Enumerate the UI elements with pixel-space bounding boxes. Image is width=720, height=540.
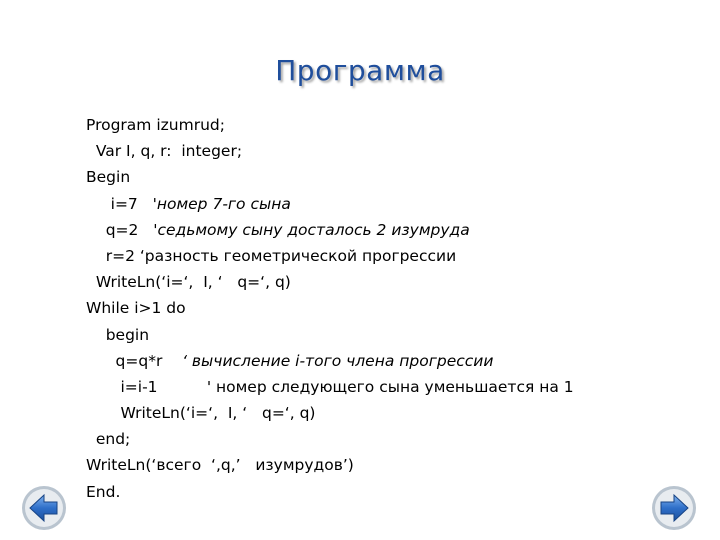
code-line [86, 348, 686, 374]
code-line [86, 191, 686, 217]
code-comment: 'номер 7-го сына [152, 194, 291, 213]
code-comment: ‘ вычисление i-того члена прогрессии [182, 351, 494, 370]
code-text: end; [86, 430, 131, 449]
code-comment: 'седьмому сыну досталось 2 изумруда [153, 220, 470, 239]
code-line [86, 479, 686, 505]
code-line [86, 138, 686, 164]
code-line [86, 217, 686, 243]
code-text: While i>1 do [86, 299, 186, 318]
code-text: Begin [86, 168, 131, 187]
code-text: End. [86, 482, 121, 501]
code-text: Program izumrud; [86, 116, 225, 134]
code-line [86, 112, 686, 138]
code-text: WriteLn(‘i=‘, I, ‘ q=‘, q) [86, 273, 291, 292]
code-text: Var I, q, r: integer; [86, 142, 243, 161]
code-line [86, 374, 686, 400]
code-text: q=q*r [86, 351, 183, 370]
code-line [86, 322, 686, 348]
code-text: q=2 [86, 220, 154, 239]
page-title: Программа [275, 54, 445, 87]
previous-slide-button[interactable] [20, 484, 68, 532]
arrow-left-icon [20, 484, 68, 532]
code-line [86, 452, 686, 478]
next-slide-button[interactable] [650, 484, 698, 532]
code-text: WriteLn(‘всего ‘,q,’ изумрудов’) [86, 456, 354, 475]
arrow-right-icon [650, 484, 698, 532]
code-text: i=i-1 ' номер следующего сына уменьшается на 1 [86, 377, 574, 396]
code-line [86, 400, 686, 426]
code-line [86, 295, 686, 321]
code-text: WriteLn(‘i=‘, I, ‘ q=‘, q) [86, 404, 316, 423]
code-text: i=7 [86, 194, 153, 213]
code-line [86, 269, 686, 295]
code-text: r=2 ‘разность геометрической прогрессии [86, 246, 457, 265]
code-text: begin [86, 325, 150, 344]
code-line [86, 164, 686, 190]
code-line [86, 243, 686, 269]
code-line [86, 426, 686, 452]
code-block [86, 112, 686, 505]
